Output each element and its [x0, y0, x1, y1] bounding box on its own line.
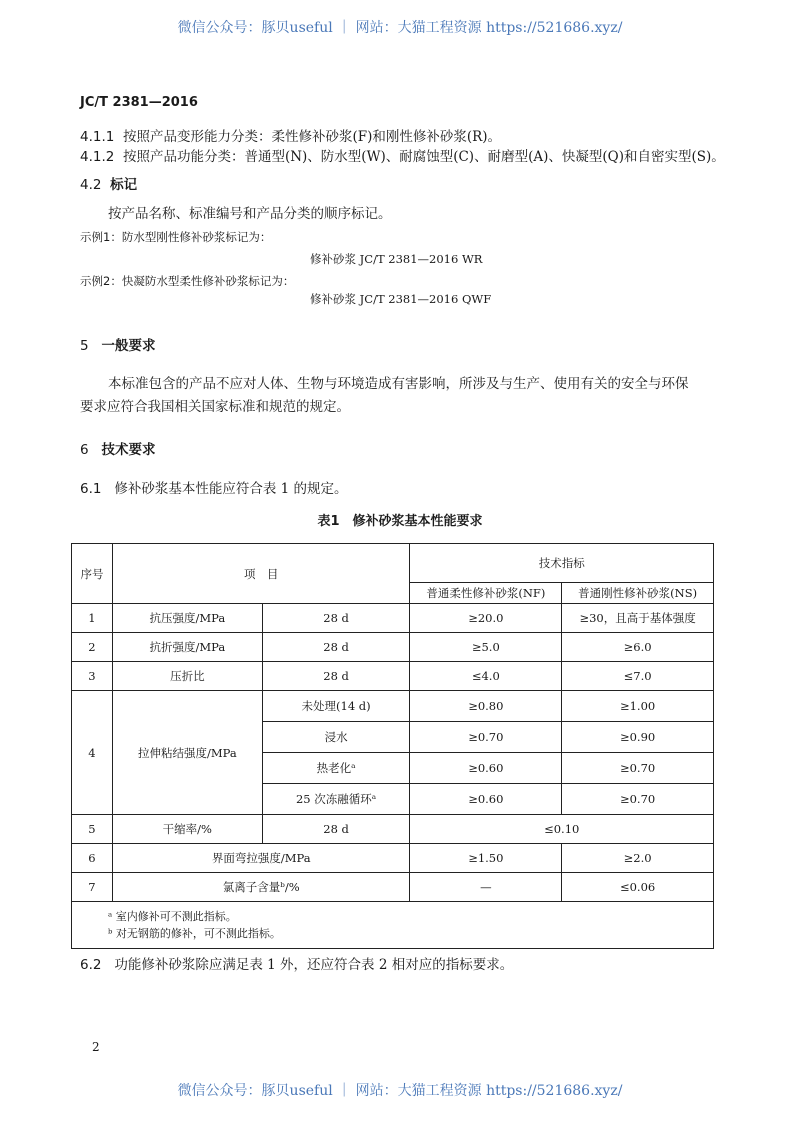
- example-2-marking: 修补砂浆 JC/T 2381—2016 QWF: [310, 292, 492, 306]
- clause-4-1-2: [80, 151, 725, 165]
- cell: 5: [72, 815, 113, 844]
- table-row: [72, 815, 714, 844]
- cell: ≥0.70: [562, 784, 714, 815]
- general-req-line-1: 本标准包含的产品不应对人体、生物与环境造成有害影响，所涉及与生产、使用有关的安全与环保: [108, 376, 689, 392]
- table-footnotes: [72, 902, 714, 949]
- cell: ≥6.0: [562, 633, 714, 662]
- requirements-table: [71, 543, 714, 949]
- clause-6-1: [80, 483, 348, 497]
- cell: 热老化ᵃ: [262, 753, 410, 784]
- cell: 6: [72, 844, 113, 873]
- clause-number: 6.2: [80, 957, 102, 973]
- cell: 1: [72, 604, 113, 633]
- header-no: 序号: [72, 544, 113, 604]
- cell: 抗压强度/MPa: [112, 604, 262, 633]
- clause-text: 修补砂浆基本性能应符合表 1 的规定。: [114, 481, 348, 497]
- clause-text: 按照产品功能分类：普通型(N)、防水型(W)、耐腐蚀型(C)、耐磨型(A)、快凝型(Q)和自密实型(S)。: [122, 149, 725, 165]
- cell: 28 d: [262, 662, 410, 691]
- cell: 28 d: [262, 633, 410, 662]
- cell: —: [410, 873, 562, 902]
- cell: ≥0.80: [410, 691, 562, 722]
- section-6-heading: [80, 444, 155, 458]
- clause-number: 4.1.2: [80, 149, 115, 165]
- section-number: 6: [80, 442, 89, 458]
- cell: 浸水: [262, 722, 410, 753]
- section-title: 标记: [110, 177, 138, 193]
- cell: 3: [72, 662, 113, 691]
- cell: ≥5.0: [410, 633, 562, 662]
- page-number: 2: [92, 1040, 100, 1054]
- cell: 干缩率/%: [112, 815, 262, 844]
- standard-header: JC/T 2381—2016: [80, 95, 198, 110]
- cell: ≥2.0: [562, 844, 714, 873]
- footnote-b: ᵇ 对无钢筋的修补，可不测此指标。: [108, 927, 281, 940]
- cell: 未处理(14 d): [262, 691, 410, 722]
- footnote-a: ᵃ 室内修补可不测此指标。: [108, 910, 237, 923]
- cell: ≤0.06: [562, 873, 714, 902]
- table-title: 表1 修补砂浆基本性能要求: [317, 514, 483, 529]
- table-row: [72, 633, 714, 662]
- cell: ≥1.00: [562, 691, 714, 722]
- header-ns: 普通刚性修补砂浆(NS): [562, 583, 714, 604]
- example-2-label: 示例2：快凝防水型柔性修补砂浆标记为：: [80, 274, 295, 288]
- table-row: [72, 662, 714, 691]
- cell: ≥30，且高于基体强度: [562, 604, 714, 633]
- cell: 界面弯拉强度/MPa: [112, 844, 410, 873]
- clause-number: 4.1.1: [80, 129, 115, 145]
- clause-6-2: [80, 959, 513, 973]
- cell: ≤7.0: [562, 662, 714, 691]
- watermark-top: 微信公众号：豚贝useful ｜ 网站：大猫工程资源 https://521686.xyz/: [177, 20, 623, 36]
- general-req-line-2: 要求应符合我国相关国家标准和规范的规定。: [80, 399, 350, 415]
- header-nf: 普通柔性修补砂浆(NF): [410, 583, 562, 604]
- section-title: 一般要求: [101, 338, 156, 354]
- cell: ≥0.60: [410, 784, 562, 815]
- cell: ≥0.60: [410, 753, 562, 784]
- cell: 25 次冻融循环ᵃ: [262, 784, 410, 815]
- cell: ≥0.70: [410, 722, 562, 753]
- cell: 28 d: [262, 604, 410, 633]
- header-item: 项 目: [112, 544, 410, 604]
- clause-number: 6.1: [80, 481, 102, 497]
- table-row: [72, 873, 714, 902]
- section-number: 5: [80, 338, 89, 354]
- watermark-bottom: 微信公众号：豚贝useful ｜ 网站：大猫工程资源 https://521686.xyz/: [177, 1083, 623, 1099]
- cell: ≥20.0: [410, 604, 562, 633]
- cell: 抗折强度/MPa: [112, 633, 262, 662]
- section-number: 4.2: [80, 177, 102, 193]
- section-5-heading: [80, 340, 155, 354]
- cell: ≤4.0: [410, 662, 562, 691]
- example-1-marking: 修补砂浆 JC/T 2381—2016 WR: [310, 252, 483, 266]
- section-4-2-heading: [80, 179, 137, 193]
- cell: 28 d: [262, 815, 410, 844]
- cell: ≤0.10: [410, 815, 714, 844]
- cell: 拉伸粘结强度/MPa: [112, 691, 262, 815]
- clause-text: 按照产品变形能力分类：柔性修补砂浆(F)和刚性修补砂浆(R)。: [122, 129, 502, 145]
- cell: 4: [72, 691, 113, 815]
- cell: 7: [72, 873, 113, 902]
- section-title: 技术要求: [101, 442, 156, 458]
- cell: ≥0.70: [562, 753, 714, 784]
- cell: 2: [72, 633, 113, 662]
- marking-text: 按产品名称、标准编号和产品分类的顺序标记。: [108, 206, 392, 222]
- clause-text: 功能修补砂浆除应满足表 1 外，还应符合表 2 相对应的指标要求。: [114, 957, 514, 973]
- table-row: [72, 844, 714, 873]
- example-1-label: 示例1：防水型刚性修补砂浆标记为：: [80, 230, 272, 244]
- table-row: [72, 691, 714, 722]
- table-row: [72, 604, 714, 633]
- cell: ≥0.90: [562, 722, 714, 753]
- cell: 氯离子含量ᵇ/%: [112, 873, 410, 902]
- cell: 压折比: [112, 662, 262, 691]
- cell: ≥1.50: [410, 844, 562, 873]
- header-tech: 技术指标: [410, 544, 714, 583]
- clause-4-1-1: [80, 131, 501, 145]
